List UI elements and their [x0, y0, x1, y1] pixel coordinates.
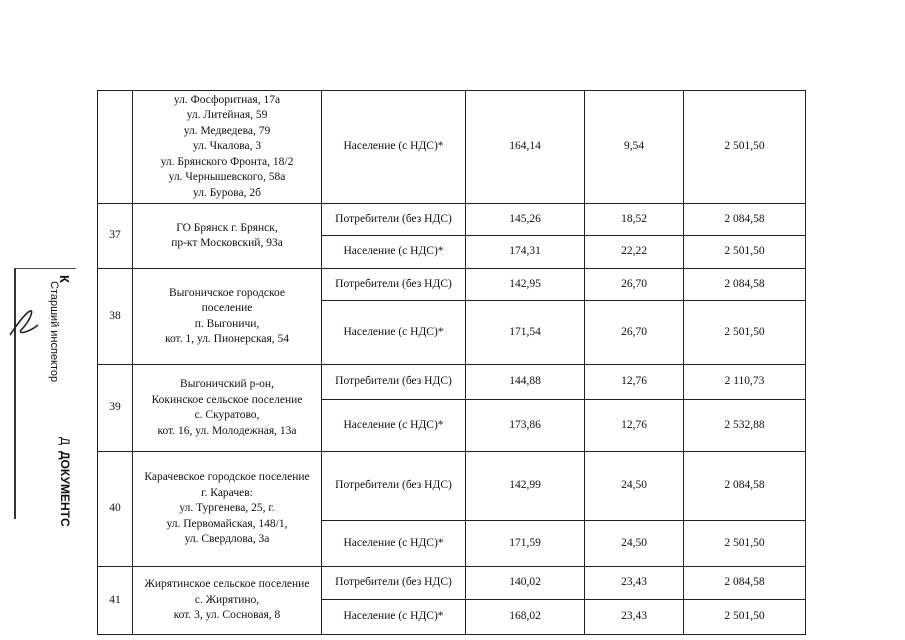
address-line: ул. Чкалова, 3	[192, 140, 262, 153]
row-number: 40	[98, 452, 133, 567]
value-2: 9,54	[585, 91, 684, 204]
value-2: 23,43	[585, 567, 684, 600]
row-number: 38	[98, 269, 133, 365]
address-line: ул. Литейная, 59	[186, 109, 268, 122]
value-3: 2 532,88	[684, 400, 806, 452]
value-3: 2 110,73	[684, 365, 806, 400]
value-2: 22,22	[585, 236, 684, 269]
address-line: с. Скуратово,	[194, 409, 260, 421]
value-1: 171,59	[466, 521, 585, 567]
value-1: 140,02	[466, 567, 585, 600]
address-cell	[133, 91, 322, 204]
value-3: 2 501,50	[684, 236, 806, 269]
address-line: Выгоничское городское	[169, 286, 285, 299]
address-cell	[133, 365, 322, 452]
consumer-category: Потребители (без НДС)	[322, 452, 466, 521]
table-row	[98, 269, 806, 301]
value-1: 142,99	[466, 452, 585, 521]
value-1: 145,26	[466, 204, 585, 236]
consumer-category: Население (с НДС)*	[322, 600, 466, 635]
value-1: 173,86	[466, 400, 585, 452]
consumer-category: Население (с НДС)*	[322, 400, 466, 452]
address-cell	[133, 452, 322, 567]
address-line: ГО Брянск г. Брянск,	[176, 221, 278, 234]
address-cell	[133, 567, 322, 635]
table-row	[98, 365, 806, 400]
address-line: Карачевское городское поселение	[144, 471, 310, 484]
value-1: 171,54	[466, 301, 585, 365]
address-line: ул. Фосфоритная, 17а	[173, 93, 281, 106]
signature-mark	[4, 305, 44, 345]
address-line: г. Карачев:	[201, 486, 253, 499]
address-line: ул. Брянского Фронта, 18/2	[160, 155, 294, 168]
address-line: поселение	[201, 302, 253, 314]
consumer-category: Потребители (без НДС)	[322, 269, 466, 301]
value-2: 23,43	[585, 600, 684, 635]
address-cell	[133, 269, 322, 365]
value-3: 2 084,58	[684, 269, 806, 301]
value-2: 18,52	[585, 204, 684, 236]
value-3: 2 501,50	[684, 600, 806, 635]
address-line: с. Жирятино,	[194, 593, 260, 606]
address-line: кот. 3, ул. Сосновая, 8	[173, 609, 281, 622]
value-2: 12,76	[585, 400, 684, 452]
table-row	[98, 567, 806, 600]
value-2: 26,70	[585, 269, 684, 301]
table-row	[98, 204, 806, 236]
stamp-line-2: Старший инспектор	[48, 281, 60, 383]
value-3: 2 084,58	[684, 567, 806, 600]
stamp-line-4: ДОКУМЕНТС	[58, 451, 72, 527]
address-line: кот. 1, ул. Пионерская, 54	[164, 333, 290, 345]
consumer-category: Население (с НДС)*	[322, 236, 466, 269]
address-cell	[133, 204, 322, 269]
consumer-category: Население (с НДС)*	[322, 91, 466, 204]
address-line: ул. Медведева, 79	[183, 124, 271, 137]
table-row	[98, 91, 806, 204]
stamp-line-3: Д	[58, 437, 72, 446]
value-1: 144,88	[466, 365, 585, 400]
address-line: ул. Первомайская, 148/1,	[166, 517, 288, 530]
row-number: 39	[98, 365, 133, 452]
value-3: 2 501,50	[684, 301, 806, 365]
value-2: 12,76	[585, 365, 684, 400]
consumer-category: Население (с НДС)*	[322, 301, 466, 365]
consumer-category: Потребители (без НДС)	[322, 365, 466, 400]
value-1: 142,95	[466, 269, 585, 301]
consumer-category: Потребители (без НДС)	[322, 204, 466, 236]
address-line: п. Выгоничи,	[194, 317, 260, 330]
address-line: ул. Чернышевского, 58а	[168, 171, 286, 184]
address-line: пр-кт Московский, 93а	[171, 237, 283, 249]
address-line: кот. 16, ул. Молодежная, 13а	[157, 424, 297, 437]
value-2: 26,70	[585, 301, 684, 365]
address-line: ул. Бурова, 2б	[192, 186, 262, 199]
value-2: 24,50	[585, 452, 684, 521]
value-3: 2 084,58	[684, 204, 806, 236]
value-1: 174,31	[466, 236, 585, 269]
address-line: Выгоничский р-он,	[180, 378, 274, 390]
row-number	[98, 91, 133, 204]
consumer-category: Население (с НДС)*	[322, 521, 466, 567]
tariff-table	[97, 90, 806, 635]
value-3: 2 501,50	[684, 91, 806, 204]
value-2: 24,50	[585, 521, 684, 567]
row-number: 37	[98, 204, 133, 269]
stamp-line-1: К	[57, 275, 72, 283]
address-line: ул. Тургенева, 25, г.	[179, 502, 275, 515]
value-1: 168,02	[466, 600, 585, 635]
address-line: ул. Свердлова, 3а	[184, 533, 270, 546]
address-line: Кокинское сельское поселение	[151, 393, 303, 406]
value-3: 2 501,50	[684, 521, 806, 567]
value-3: 2 084,58	[684, 452, 806, 521]
row-number: 41	[98, 567, 133, 635]
address-line: Жирятинское сельское поселение	[144, 578, 310, 591]
consumer-category: Потребители (без НДС)	[322, 567, 466, 600]
table-row	[98, 452, 806, 521]
value-1: 164,14	[466, 91, 585, 204]
